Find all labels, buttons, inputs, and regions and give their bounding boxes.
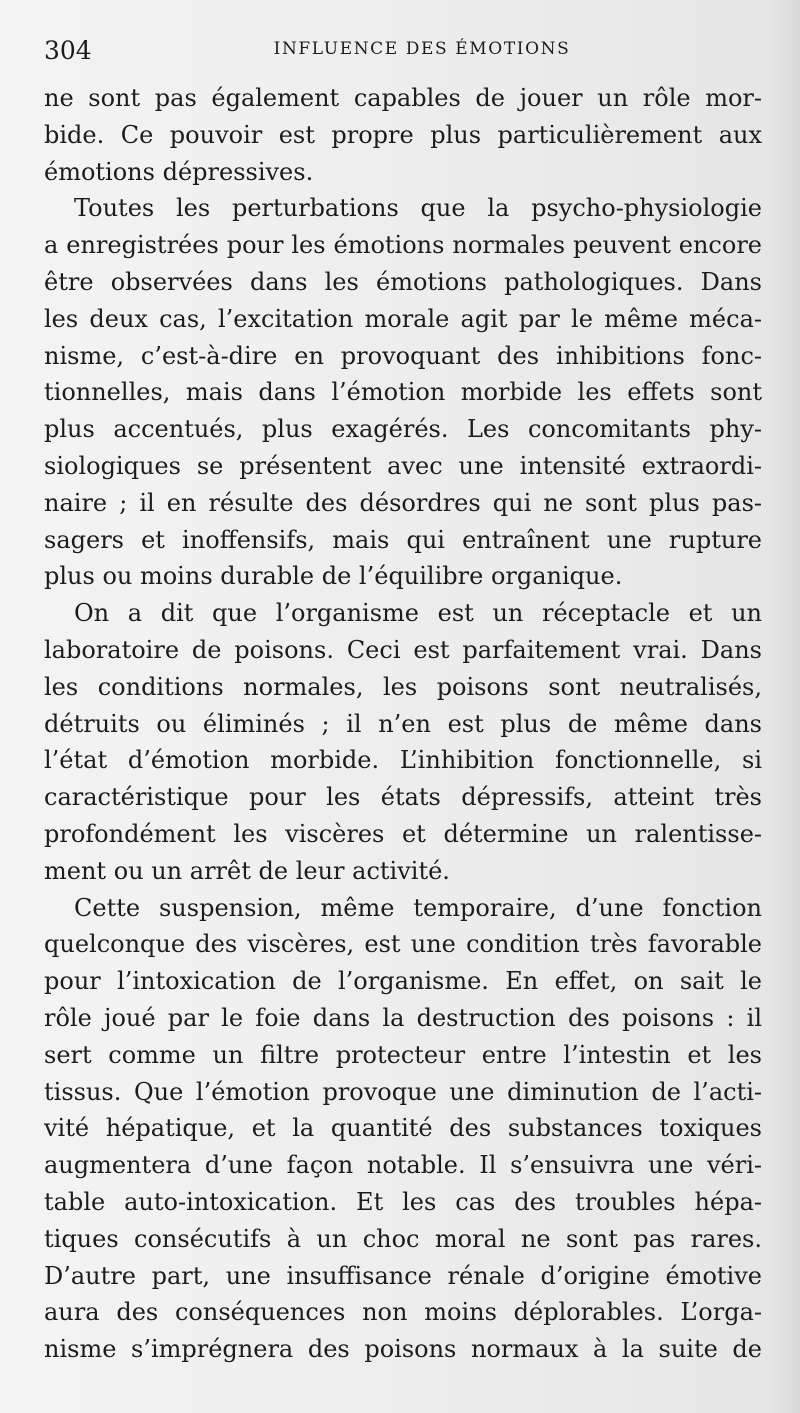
text-line: les deux cas, l’excitation morale agit par le même méca- (44, 304, 762, 333)
text-line: nisme s’imprégnera des poisons normaux à la suite de (44, 1335, 762, 1364)
text-line: émotions dépressives. (44, 157, 314, 186)
text-line: ment ou un arrêt de leur activité. (44, 856, 450, 885)
text-line: quelconque des viscères, est une condition très favorable (44, 930, 762, 959)
text-line: rôle joué par le foie dans la destruction des poisons : il (44, 1003, 762, 1032)
text-line: pour l’intoxication de l’organisme. En effet, on sait le (44, 967, 762, 996)
text-line: D’autre part, une insuffisance rénale d’origine émotive (44, 1261, 762, 1290)
text-line: profondément les viscères et détermine un ralentisse- (44, 819, 762, 848)
text-line: table auto-intoxication. Et les cas des troubles hépa- (44, 1187, 762, 1216)
paragraph (44, 595, 762, 889)
text-line: détruits ou éliminés ; il n’en est plus de même dans (44, 709, 762, 738)
text-line: les conditions normales, les poisons sont neutralisés, (44, 672, 762, 701)
page-number: 304 (44, 36, 92, 65)
text-line: sert comme un filtre protecteur entre l’intestin et les (44, 1040, 762, 1069)
text-line: l’état d’émotion morbide. L’inhibition fonctionnelle, si (44, 746, 762, 775)
paragraph (44, 80, 762, 190)
text-line: naire ; il en résulte des désordres qui ne sont plus pas- (44, 488, 762, 517)
text-line: a enregistrées pour les émotions normales peuvent encore (44, 231, 762, 260)
text-line: tiques consécutifs à un choc moral ne sont pas rares. (44, 1224, 762, 1253)
text-line: caractéristique pour les états dépressifs, atteint très (44, 783, 762, 812)
text-line: tionnelles, mais dans l’émotion morbide les effets sont (44, 378, 762, 407)
text-line: laboratoire de poisons. Ceci est parfaitement vrai. Dans (44, 635, 762, 664)
text-line: plus accentués, plus exagérés. Les concomitants phy- (44, 415, 762, 444)
text-line: Toutes les perturbations que la psycho-physiologie (74, 194, 762, 223)
text-line: On a dit que l’organisme est un réceptacle et un (74, 599, 762, 628)
paragraph (44, 890, 762, 1368)
text-line: vité hépatique, et la quantité des substances toxiques (44, 1114, 762, 1143)
running-head (44, 36, 762, 66)
text-line: être observées dans les émotions pathologiques. Dans (44, 267, 762, 296)
text-line: sagers et inoffensifs, mais qui entraînent une rupture (44, 525, 762, 554)
text-line: aura des conséquences non moins déplorables. L’orga- (44, 1298, 762, 1327)
paragraph (44, 190, 762, 595)
text-line: Cette suspension, même temporaire, d’une fonction (74, 893, 762, 922)
text-line: bide. Ce pouvoir est propre plus particulièrement aux (44, 120, 762, 149)
text-line: ne sont pas également capables de jouer un rôle mor- (44, 84, 762, 112)
text-body (44, 80, 762, 1368)
text-line: tissus. Que l’émotion provoque une diminution de l’acti- (44, 1077, 762, 1106)
text-line: augmentera d’une façon notable. Il s’ensuivra une véri- (44, 1151, 762, 1180)
text-line: plus ou moins durable de l’équilibre organique. (44, 562, 623, 591)
text-line: nisme, c’est-à-dire en provoquant des inhibitions fonc- (44, 341, 762, 370)
text-line: siologiques se présentent avec une intensité extraordi- (44, 451, 762, 480)
running-title: INFLUENCE DES ÉMOTIONS (273, 39, 571, 59)
